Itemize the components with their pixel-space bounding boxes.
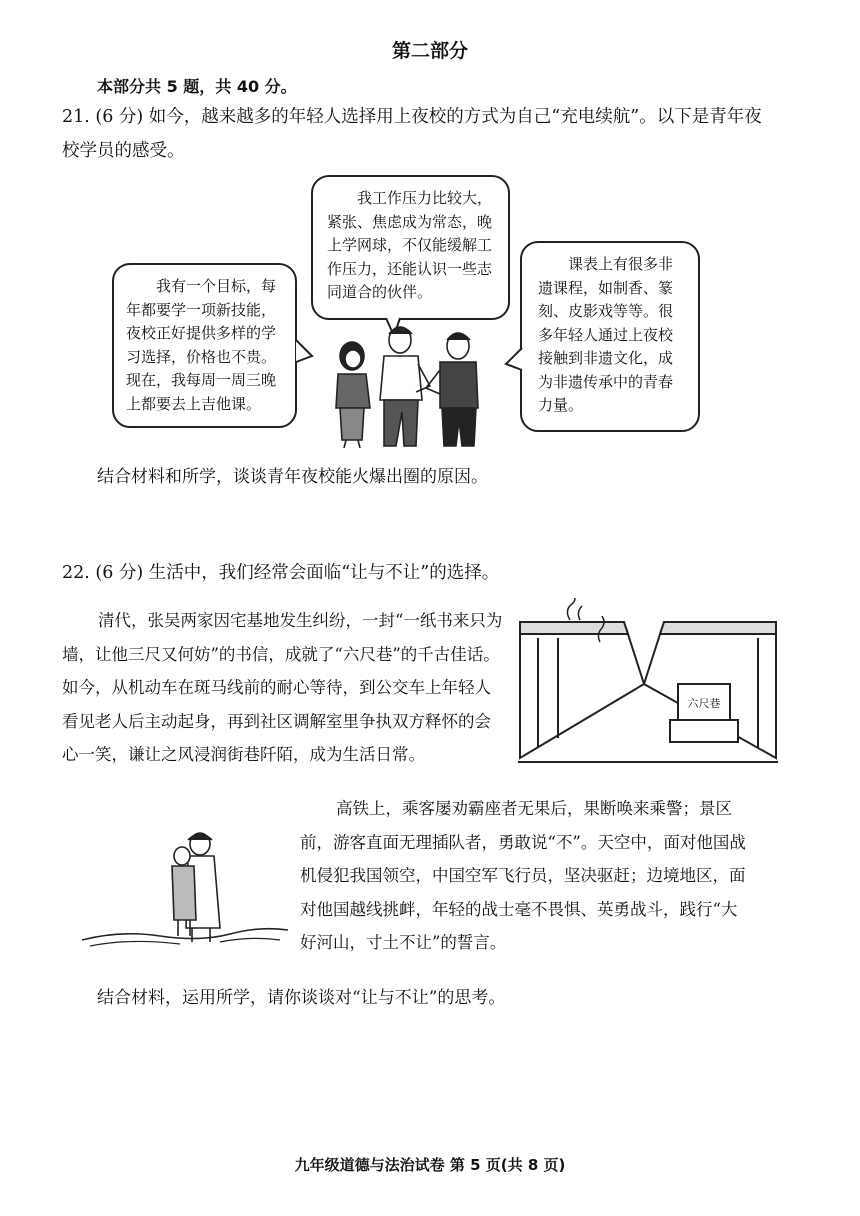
bubble-text: 年都要学一项新技能， [126,300,277,319]
q22-stem: 22. (6 分) 生活中，我们经常会面临“让与不让”的选择。 [62,563,500,583]
material-line: 清代，张吴两家因宅基地发生纠纷，一封“一纸书来只为 [98,611,503,630]
bubble-text: 上都要去上吉他课。 [126,394,262,413]
material-line: 好河山，寸土不让”的誓言。 [300,933,507,952]
part-title: 第二部分 [391,40,468,62]
material-line: 前，游客直面无理插队者，勇敢说“不”。天空中，面对他国战 [300,832,746,852]
bubble-text: 课表上有很多非 [568,255,674,273]
bubble-text: 接触到非遗文化，成 [538,349,674,367]
q22-task: 结合材料，运用所学，请你谈谈对“让与不让”的思考。 [97,988,506,1008]
six-foot-lane-illustration [518,598,778,766]
three-students-illustration [290,300,530,450]
material-line: 机侵犯我国领空，中国空军飞行员，坚决驱赶；边境地区，面 [300,866,746,885]
bubble-text: 同道合的伙伴。 [327,283,433,301]
material-line: 对他国越线挑衅，年轻的战士毫不畏惧、英勇战斗，践行“大 [300,899,738,919]
border-soldiers-illustration [80,830,290,950]
q21-task: 结合材料和所学，谈谈青年夜校能火爆出圈的原因。 [97,467,488,487]
bubble-text: 现在，我每周一周三晚 [126,371,277,389]
speech-bubble-right [520,241,700,432]
material-line: 高铁上，乘客屡劝霸座者无果后，果断唤来乘警；景区 [336,799,732,818]
bubble-text: 作压力，还能认识一些志 [327,259,493,278]
bubble-text: 紧张、焦虑成为常态，晚 [327,212,493,231]
page-footer: 九年级道德与法治试卷 第 5 页(共 8 页) [294,1156,566,1174]
q21-stem-line1: 21. (6 分) 如今，越来越多的年轻人选择用上夜校的方式为自己“充电续航”。以下是青年夜 [62,107,762,127]
part-intro: 本部分共 5 题，共 40 分。 [97,77,297,96]
material-line: 如今，从机动车在斑马线前的耐心等待，到公交车上年轻人 [62,678,491,697]
bubble-text: 多年轻人通过上夜校 [538,325,674,344]
bubble-text: 习选择，价格也不贵。 [126,347,277,366]
q22-material-2 [300,792,780,960]
bubble-text: 我有一个目标，每 [156,277,277,295]
bubble-text: 为非遗传承中的青春 [538,372,674,391]
q21-stem-line2: 校学员的感受。 [62,141,185,161]
six-foot-lane-sign: 六尺巷 [687,697,721,710]
bubble-text: 力量。 [538,396,584,414]
bubble-text: 遗课程，如制香、篆 [538,278,674,297]
material-line: 墙，让他三尺又何妨”的书信，成就了“六尺巷”的千古佳话。 [62,644,500,664]
q22-material-1 [62,604,524,772]
bubble-text: 我工作压力比较大， [357,189,493,207]
material-line: 心一笑，谦让之风浸润街巷阡陌，成为生活日常。 [62,745,425,764]
speech-bubble-left [112,263,297,428]
speech-bubble-middle [311,175,510,320]
material-line: 看见老人后主动起身，再到社区调解室里争执双方释怀的会 [62,711,491,731]
bubble-text: 夜校正好提供多样的学 [126,324,277,342]
bubble-text: 上学网球，不仅能缓解工 [327,236,493,254]
bubble-text: 刻、皮影戏等等。很 [538,302,674,320]
